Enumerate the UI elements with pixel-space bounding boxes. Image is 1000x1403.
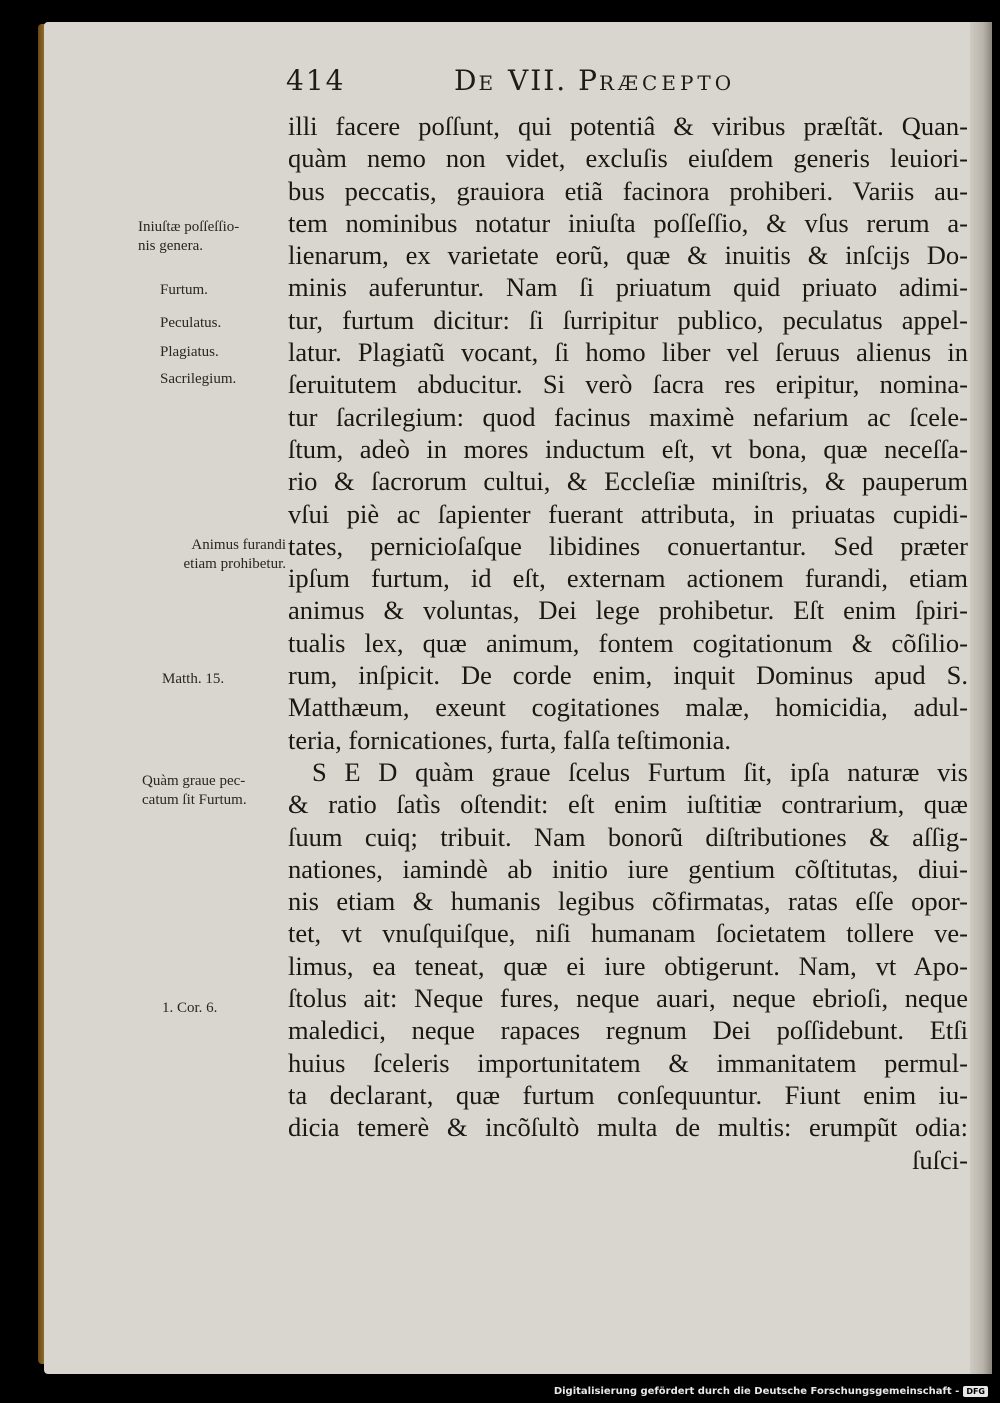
text-line: quàm nemo non videt, excluſis eiuſdem generis leuiori-: [288, 143, 968, 174]
text-line: Matthæum, exeunt cogitationes malæ, homicidia, adul-: [288, 692, 968, 723]
margin-note-cor: 1. Cor. 6.: [162, 1000, 218, 1016]
text-line: tet, vt vnuſquiſque, niſi humanam ſocietatem tollere ve-: [288, 918, 968, 949]
text-line: tur, furtum dicitur: ſi ſurripitur publico, peculatus appel-: [288, 304, 968, 335]
text-line: teria, fornicationes, furta, falſa teſtimonia.: [288, 724, 731, 755]
text-line: huius ſceleris importunitatem & immanitatem permul-: [288, 1047, 968, 1078]
text-line: ſtum, adeò in mores inductum eſt, vt bona, quæ neceſſa-: [288, 433, 968, 464]
page-edge-right: [970, 22, 992, 1374]
text-line: ipſum furtum, id eſt, externam actionem furandi, etiam: [288, 563, 968, 594]
margin-note-quam-graue: Quàm graue pec- catum ſit Furtum.: [142, 773, 247, 808]
text-line: maledici, neque rapaces regnum Dei poſſidebunt. Etſi: [288, 1015, 968, 1046]
text-line: nationes, iamindè ab initio iure gentium cõſtitutas, diui-: [288, 853, 968, 884]
running-title: DE VII. PRÆCEPTO: [454, 64, 736, 97]
text-line: tem nominibus notatur iniuſta poſſeſſio, & vſus rerum a-: [288, 207, 968, 238]
margin-note-plagiatus: Plagiatus.: [160, 344, 219, 360]
dfg-logo-icon: DFG: [963, 1386, 988, 1397]
text-line: lienarum, ex varietate eorũ, quæ & inuitis & inſcijs Do-: [288, 240, 968, 271]
text-line: bus peccatis, grauiora etiã facinora prohiberi. Variis au-: [288, 175, 968, 206]
text-line: rio & ſacrorum cultui, & Eccleſiæ miniſtris, & pauperum: [288, 466, 968, 497]
margin-note-matth: Matth. 15.: [162, 671, 225, 687]
digitization-footer: [554, 1386, 988, 1397]
margin-note-sacrilegium: Sacrilegium.: [160, 371, 237, 387]
footer-text: Digitalisierung gefördert durch die Deutsche Forschungsgemeinschaft -: [553, 1386, 960, 1397]
text-line: illi facere poſſunt, qui potentiâ & viribus præſtãt. Quan-: [288, 111, 968, 141]
text-line: ta declarant, quæ furtum conſequuntur. Fiunt enim iu-: [288, 1079, 968, 1110]
text-line: minis auferuntur. Nam ſi priuatum quid priuato adimi-: [288, 272, 968, 303]
text-line: animus & voluntas, Dei lege prohibetur. Eſt enim ſpiri-: [288, 595, 968, 626]
text-line: latur. Plagiatũ vocant, ſi homo liber vel ſeruus alienus in: [288, 337, 968, 368]
running-header: [286, 64, 826, 104]
text-line: rum, inſpicit. De corde enim, inquit Dominus apud S.: [288, 660, 968, 691]
text-line: dicia temerè & incõſultò multa de multis: erumpũt odia:: [288, 1112, 968, 1143]
text-line: ſuum cuiq; tribuit. Nam bonorũ diſtributiones & aſſig-: [288, 821, 968, 852]
margin-note-furtum: Furtum.: [160, 282, 208, 298]
catchword: ſuſci-: [912, 1144, 968, 1175]
margin-note-peculatus: Peculatus.: [160, 315, 222, 331]
text-line: tualis lex, quæ animum, fontem cogitationum & cõſilio-: [288, 627, 968, 658]
text-line: vſui piè ac ſapienter fuerant attributa, in priuatas cupidi-: [288, 498, 968, 529]
page-number: 414: [286, 64, 346, 97]
text-line: & ratio ſatìs oſtendit: eſt enim iuſtitiæ contrarium, quæ: [288, 789, 968, 820]
text-line: tur ſacrilegium: quod facinus maximè nefarium ac ſcele-: [288, 401, 968, 432]
text-line: tates, pernicioſaſque libidines conuertantur. Sed præter: [288, 530, 968, 561]
text-line: ſeruitutem abducitur. Si verò ſacra res eripitur, nomina-: [288, 369, 968, 400]
text-line: limus, ea teneat, quæ ei iure obtigerunt. Nam, vt Apo-: [288, 950, 968, 981]
margin-note-animus: Animus furandi etiam prohibetur.: [183, 537, 286, 572]
text-line: S E D quàm graue ſcelus Furtum ſit, ipſa naturæ vis: [312, 756, 968, 787]
text-line: nis etiam & humanis legibus cõfirmatas, ratas eſſe opor-: [288, 886, 968, 917]
main-text: [288, 110, 968, 1176]
text-line: ſtolus ait: Neque fures, neque auari, neque ebrioſi, neque: [288, 983, 968, 1014]
margin-note-iniustae: Iniuſtæ poſſeſſio- nis genera.: [138, 219, 240, 254]
